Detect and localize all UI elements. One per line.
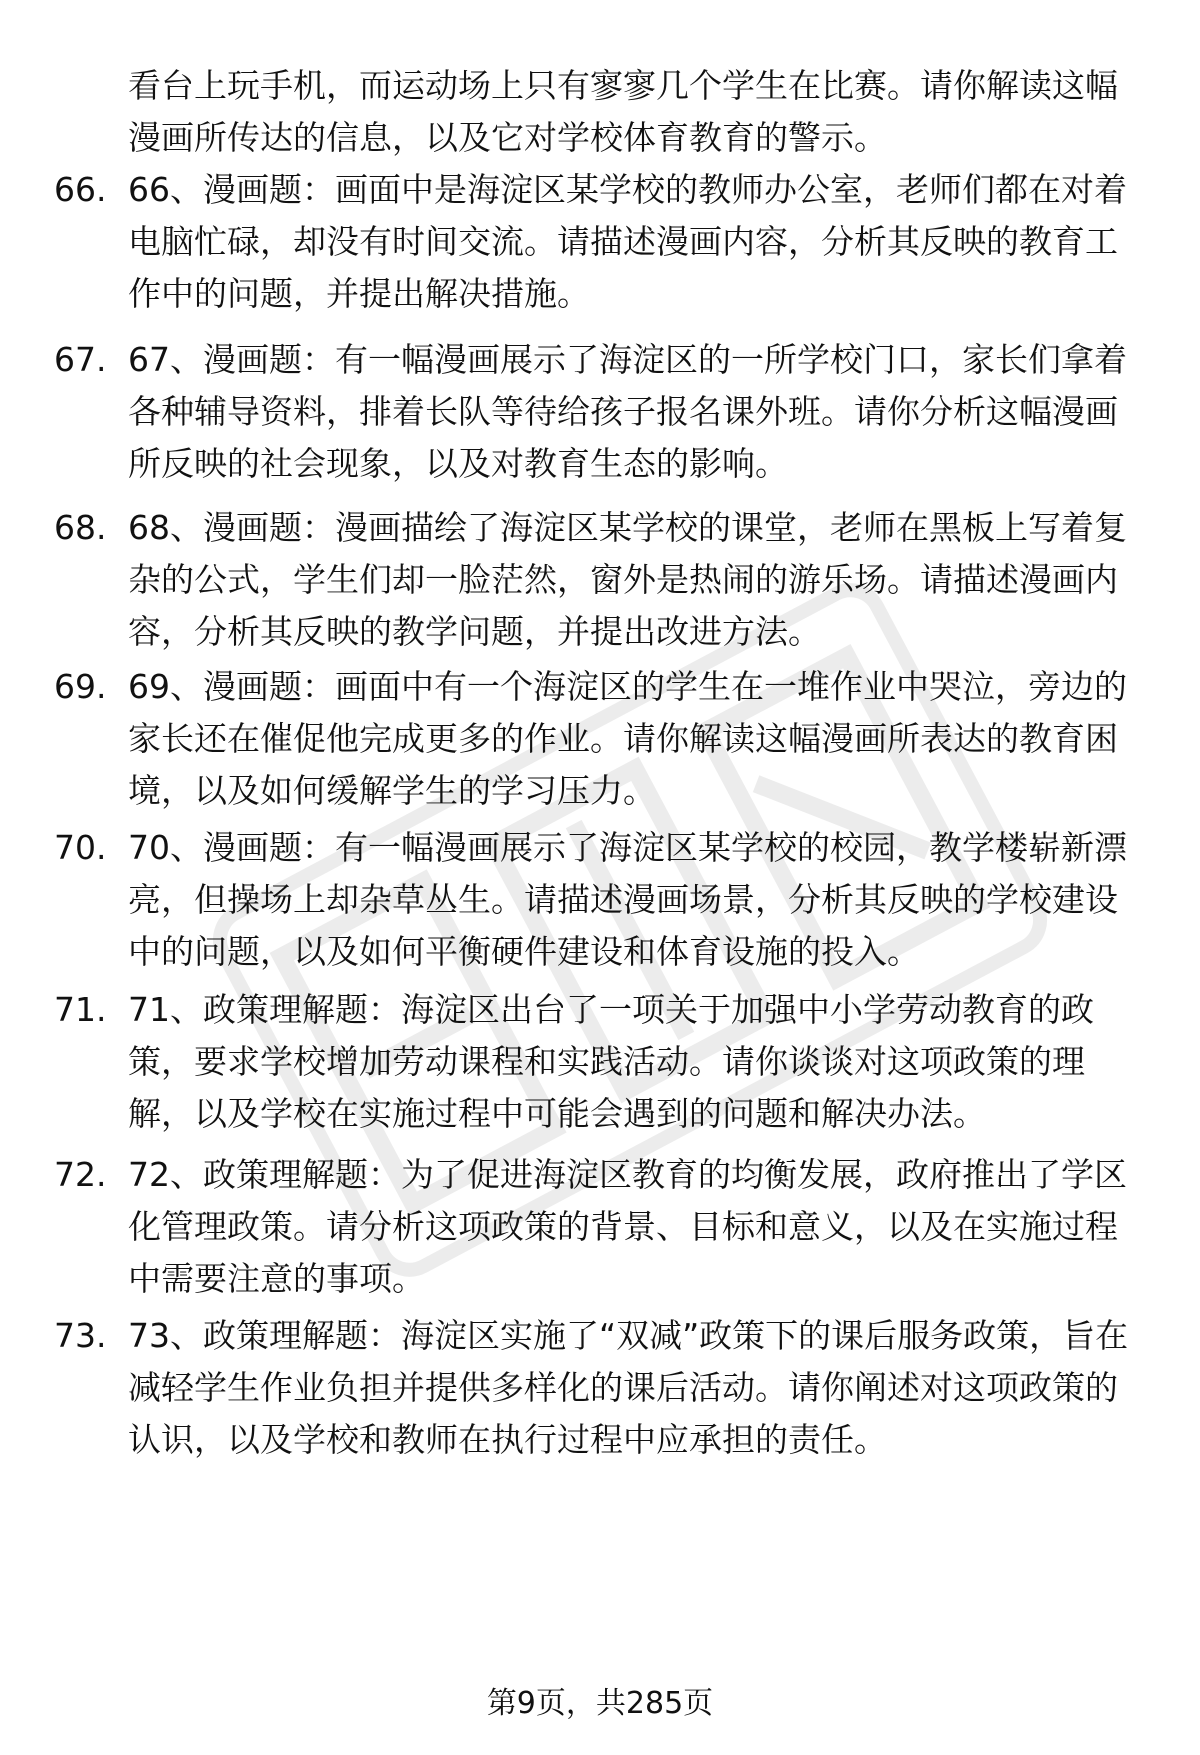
item-text: 67、漫画题：有一幅漫画展示了海淀区的一所学校门口，家长们拿着各种辅导资料，排着长队等待给孩子报名课外班。请你分析这幅漫画所反映的社会现象，以及对教育生态的影响。 [128,340,1127,483]
item-text: 72、政策理解题：为了促进海淀区教育的均衡发展，政府推出了学区化管理政策。请分析这项政策的背景、目标和意义，以及在实施过程中需要注意的事项。 [128,1155,1127,1298]
continued-paragraph: 看台上玩手机，而运动场上只有寥寥几个学生在比赛。请你解读这幅漫画所传达的信息，以及它对学校体育教育的警示。 [128,66,1118,157]
item-text: 69、漫画题：画面中有一个海淀区的学生在一堆作业中哭泣，旁边的家长还在催促他完成更多的作业。请你解读这幅漫画所表达的教育困境，以及如何缓解学生的学习压力。 [128,667,1127,810]
item-number: 68. [54,508,107,547]
item-text: 66、漫画题：画面中是海淀区某学校的教师办公室，老师们都在对着电脑忙碌，却没有时间交流。请描述漫画内容，分析其反映的教育工作中的问题，并提出解决措施。 [128,170,1127,313]
item-number: 69. [54,667,107,706]
item-text: 70、漫画题：有一幅漫画展示了海淀区某学校的校园，教学楼崭新漂亮，但操场上却杂草丛生。请描述漫画场景，分析其反映的学校建设中的问题，以及如何平衡硬件建设和体育设施的投入。 [128,828,1127,971]
item-number: 73. [54,1316,107,1355]
item-number: 72. [54,1155,107,1194]
item-text: 71、政策理解题：海淀区出台了一项关于加强中小学劳动教育的政策，要求学校增加劳动课程和实践活动。请你谈谈对这项政策的理解，以及学校在实施过程中可能会遇到的问题和解决办法。 [128,990,1094,1133]
item-number: 70. [54,828,107,867]
item-number: 66. [54,170,107,209]
page-footer: 第9页，共285页 [486,1686,714,1721]
item-text: 73、政策理解题：海淀区实施了“双减”政策下的课后服务政策，旨在减轻学生作业负担并提供多样化的课后活动。请你阐述对这项政策的认识，以及学校和教师在执行过程中应承担的责任。 [128,1316,1129,1459]
item-text: 68、漫画题：漫画描绘了海淀区某学校的课堂，老师在黑板上写着复杂的公式，学生们却一脸茫然，窗外是热闹的游乐场。请描述漫画内容，分析其反映的教学问题，并提出改进方法。 [128,508,1127,651]
item-number: 67. [54,340,107,379]
item-number: 71. [54,990,107,1029]
